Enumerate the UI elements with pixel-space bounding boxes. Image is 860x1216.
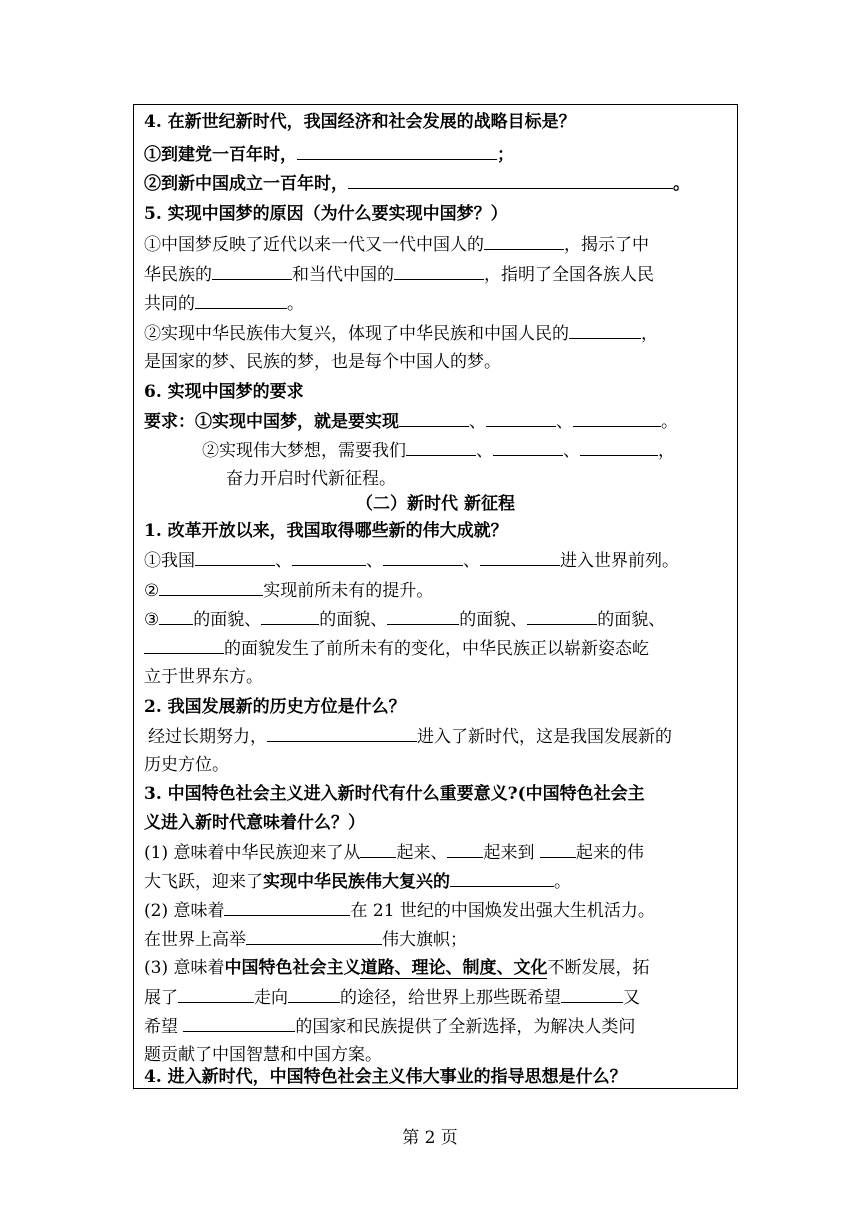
s6-req1: 要求：①实现中国梦，就是要实现 、 、 。 [144,412,678,432]
blank [406,439,476,456]
worksheet-box [133,104,738,1089]
blank [383,549,463,566]
s6-req2: ②实现伟大梦想，需要我们 、 、 ， [202,441,675,461]
blank [292,549,366,566]
q3-p3: (2) 意味着 在 21 世纪的中国焕发出强大生机活力。 [144,901,655,921]
q3-title-1: 3. 中国特色社会主义进入新时代有什么重要意义?(中国特色社会主 [144,784,645,804]
q2-title: 2. 我国发展新的历史方位是什么？ [144,697,406,717]
blank [394,263,484,280]
s6-title: 6. 实现中国梦的要求 [144,382,304,402]
blank [159,608,193,625]
blank [484,233,564,250]
blank [267,725,417,742]
s5-line5: 是国家的梦、民族的梦，也是每个中国人的梦。 [144,352,501,372]
q3-p8: 题贡献了中国智慧和中国方案。 [144,1045,382,1065]
s5-line3: 共同的 。 [144,294,304,314]
blank [561,986,623,1003]
q4-title: 4. 进入新时代，中国特色社会主义伟大事业的指导思想是什么？ [144,1067,627,1087]
q1-line5: 立于世界东方。 [144,667,263,687]
s5-line2: 华民族的 和当代中国的 ，指明了全国各族人民 [144,265,654,285]
s4-goal-b: ②到新中国成立一百年时， 。 [144,174,690,194]
blank [183,1015,295,1032]
blank [527,608,597,625]
blank [288,986,340,1003]
s4-title: 4. 在新世纪新时代，我国经济和社会发展的战略目标是？ [144,112,576,132]
q1-title: 1. 改革开放以来，我国取得哪些新的伟大成就？ [144,521,508,541]
blank [580,439,658,456]
page-number: 第 2 页 [402,1128,458,1148]
blank [447,841,483,858]
blank [486,410,556,427]
q3-p2: 大飞跃，迎来了实现中华民族伟大复兴的 。 [144,872,571,892]
q1-line2: ② 实现前所未有的提升。 [144,581,434,601]
blank [450,870,554,887]
blank [569,322,641,339]
blank [195,549,275,566]
section2-heading: （二）新时代 新征程 [356,494,515,514]
q2-line1: 经过长期努力， 进入了新时代，这是我国发展新的 [148,727,672,747]
q3-p6: 展了 走向 的途径，给世界上那些既希望 又 [144,988,640,1008]
blank [480,549,560,566]
blank [224,899,350,916]
q1-line1: ①我国 、 、 、 进入世界前列。 [144,551,679,571]
q3-p1: (1) 意味着中华民族迎来了从 起来、 起来到 起来的伟 [144,843,644,863]
blank [348,172,673,189]
blank [493,439,563,456]
blank [144,637,224,654]
q1-line3: ③ 的面貌、 的面貌、 的面貌、 的面貌、 [144,610,666,630]
s5-line4: ②实现中华民族伟大复兴，体现了中华民族和中国人民的 ， [144,324,658,344]
blank [212,263,292,280]
blank [195,292,287,309]
blank [573,410,661,427]
q3-p4: 在世界上高举 伟大旗帜； [144,930,467,950]
q1-line4: 的面貌发生了前所未有的变化，中华民族正以崭新姿态屹 [144,637,729,660]
q3-p5: (3) 意味着中国特色社会主义道路、理论、制度、文化不断发展，拓 [144,958,650,978]
q3-p7: 希望 的国家和民族提供了全新选择，为解决人类问 [144,1017,636,1037]
blank [387,608,459,625]
s4-goal-a: ①到建党一百年时， ； [144,145,514,165]
blank [360,841,396,858]
blank [261,608,319,625]
blank [297,143,497,160]
q2-line2: 历史方位。 [144,755,229,775]
blank [246,928,382,945]
s5-line1: ①中国梦反映了近代以来一代又一代中国人的 ，揭示了中 [144,235,649,255]
q3-title-2: 义进入新时代意味着什么？） [144,813,365,833]
blank [159,579,263,596]
blank [399,410,469,427]
s5-title: 5. 实现中国梦的原因（为什么要实现中国梦？） [144,204,508,224]
s6-req3: 奋力开启时代新征程。 [226,469,396,489]
blank [540,841,576,858]
blank [178,986,254,1003]
